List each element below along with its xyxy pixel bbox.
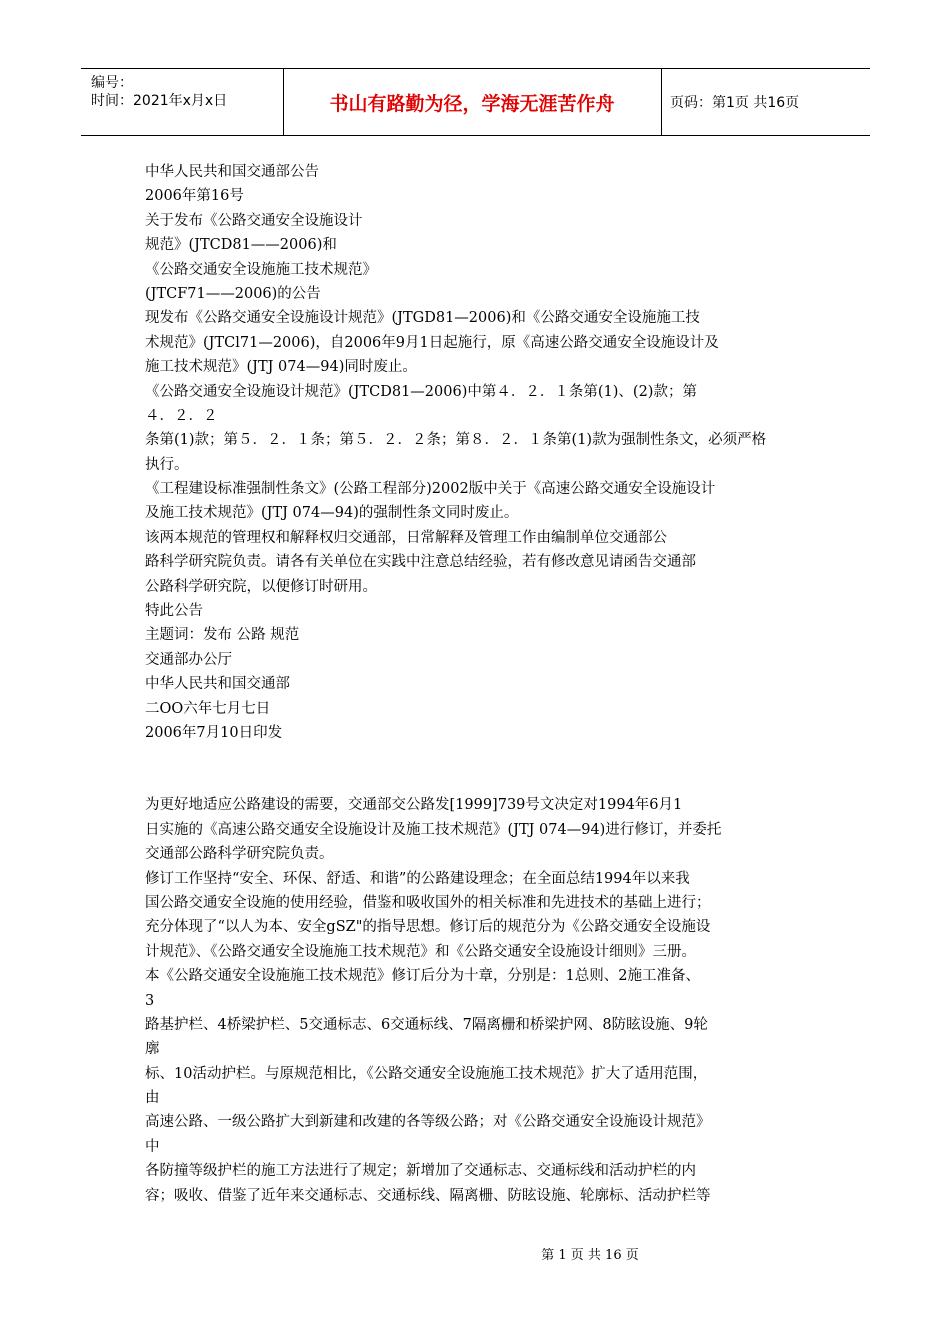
text-line: 中华人民共和国交通部公告 (145, 164, 319, 180)
text-line: ４．２．２ (145, 407, 218, 424)
text-line: 2006年第16号 (145, 188, 244, 205)
text-line: 为更好地适应公路建设的需要，交通部交公路发[1999]739号文决定对1994年6月1 (145, 797, 683, 814)
text-line: 2006年7月10日印发 (145, 724, 283, 741)
text-line: 《公路交通安全设施施工技术规范》 (145, 261, 377, 278)
footer-page-number: 第 1 页 共 16 页 (541, 1248, 639, 1263)
text-line: 修订工作坚持“安全、环保、舒适、和谐”的公路建设理念；在全面总结1994年以来我 (145, 870, 690, 887)
text-line: 条第(1)款；第５．２．１条；第５．２．２条；第８．２．１条第(1)款为强制性条文，必须严格 (145, 432, 767, 449)
text-line: 该两本规范的管理权和解释权归交通部，日常解释及管理工作由编制单位交通部公 (145, 529, 667, 546)
text-line: 3 (145, 992, 155, 1009)
page-footer (0, 1244, 950, 1263)
text-line: 施工技术规范》(JTJ 074—94)同时废止。 (145, 359, 417, 376)
text-line: 路基护栏、4桥梁护栏、5交通标志、6交通标线、7隔离栅和桥梁护网、8防眩设施、9轮 (145, 1016, 708, 1033)
text-line: 《公路交通安全设施设计规范》(JTCD81—2006)中第４．２．１条第(1)、(2)款；第 (145, 383, 697, 400)
text-line: 公路科学研究院，以便修订时研用。 (145, 578, 377, 595)
header-page-info: 页码：第1页 共16页 (670, 95, 800, 111)
text-line: 交通部办公厅 (145, 651, 232, 668)
text-line: 本《公路交通安全设施施工技术规范》修订后分为十章，分别是：1总则、2施工准备、 (145, 968, 700, 985)
preface-section (145, 793, 817, 1208)
text-line: 特此公告 (145, 603, 203, 620)
text-line: 国公路交通安全设施的使用经验，借鉴和吸收国外的相关标准和先进技术的基础上进行； (145, 894, 711, 911)
text-line: 容；吸收、借鉴了近年来交通标志、交通标线、隔离栅、防眩设施、轮廓标、活动护栏等 (145, 1187, 711, 1204)
text-line: 充分体现了“以人为本、安全gSZ"的指导思想。修订后的规范分为《公路交通安全设施设 (145, 919, 711, 936)
section-gap (145, 745, 817, 793)
text-line: 现发布《公路交通安全设施设计规范》(JTGD81—2006)和《公路交通安全设施施工技 (145, 310, 700, 327)
text-line: 高速公路、一级公路扩大到新建和改建的各等级公路；对《公路交通安全设施设计规范》 (145, 1114, 711, 1131)
text-line: 执行。 (145, 456, 189, 473)
text-line: 关于发布《公路交通安全设施设计 (145, 212, 363, 229)
text-line: 日实施的《高速公路交通安全设施设计及施工技术规范》(JTJ 074—94)进行修订，并委托 (145, 821, 722, 838)
number-label: 编号： (91, 75, 133, 91)
header-meta (81, 69, 284, 135)
header-motto: 书山有路勤为径，学海无涯苦作舟 (283, 69, 662, 135)
text-line: 标、10活动护栏。与原规范相比，《公路交通安全设施施工技术规范》扩大了适用范围， (145, 1065, 708, 1082)
document-header (81, 68, 870, 136)
text-line: 由 (145, 1090, 160, 1107)
text-line: 计规范》、《公路交通安全设施施工技术规范》和《公路交通安全设施设计细则》三册。 (145, 943, 696, 960)
text-line: 路科学研究院负责。请各有关单位在实践中注意总结经验，若有修改意见请函告交通部 (145, 554, 696, 571)
text-line: 中 (145, 1138, 160, 1155)
text-line: (JTCF71——2006)的公告 (145, 285, 321, 302)
document-body (145, 160, 817, 1208)
text-line: 廓 (145, 1041, 160, 1058)
text-line: 交通部公路科学研究院负责。 (145, 846, 334, 863)
text-line: 各防撞等级护栏的施工方法进行了规定；新增加了交通标志、交通标线和活动护栏的内 (145, 1163, 696, 1180)
time-label: 时间：2021年x月x日 (91, 93, 228, 109)
text-line: 术规范》(JTCl71—2006)，自2006年9月1日起施行，原《高速公路交通安全设施设计及 (145, 334, 719, 351)
text-line: 主题词：发布 公路 规范 (145, 627, 300, 644)
text-line: 二OO六年七月七日 (145, 700, 271, 717)
text-line: 及施工技术规范》(JTJ 074—94)的强制性条文同时废止。 (145, 505, 519, 522)
text-line: 中华人民共和国交通部 (145, 676, 290, 693)
text-line: 《工程建设标准强制性条文》(公路工程部分)2002版中关于《高速公路交通安全设施设计 (145, 481, 716, 498)
text-line: 规范》(JTCD81——2006)和 (145, 237, 337, 254)
announcement-section (145, 160, 817, 745)
